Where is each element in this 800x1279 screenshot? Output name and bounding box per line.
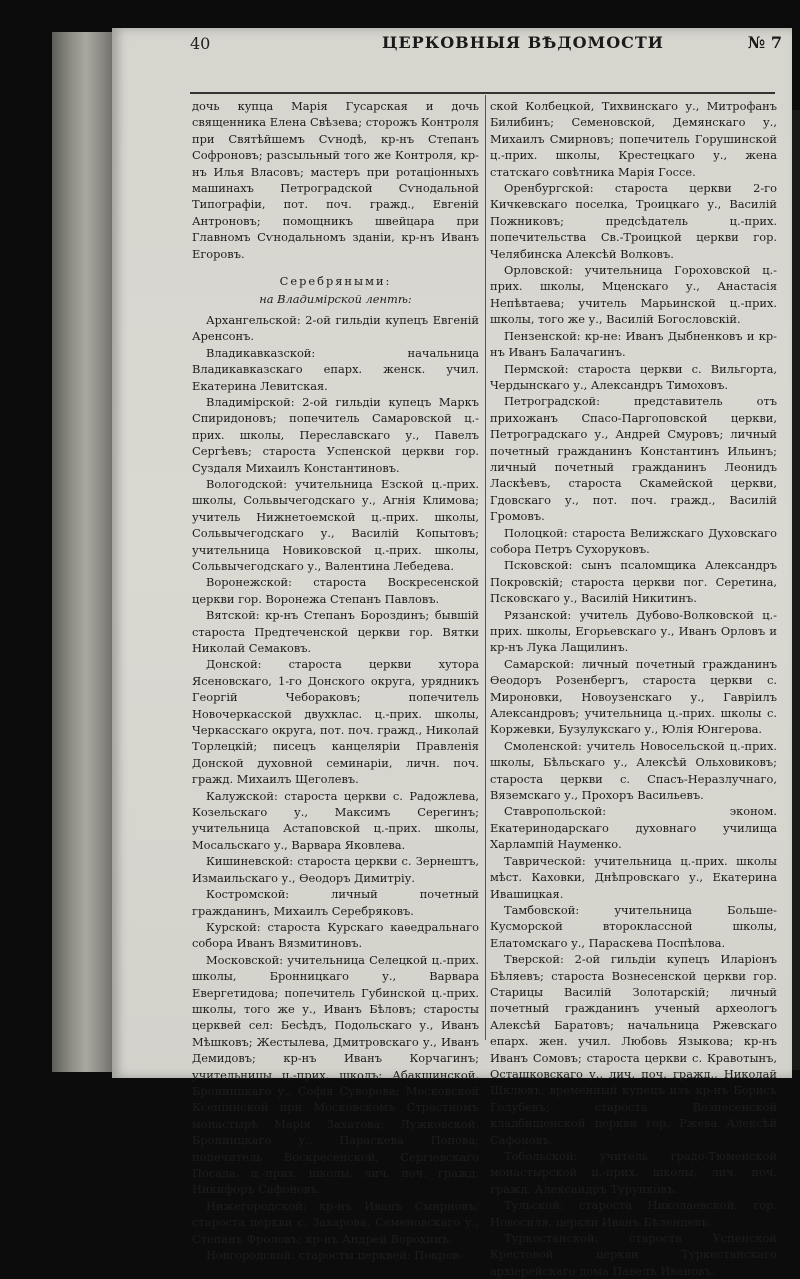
paragraph: Пензенской: кр-не: Иванъ Дыбненковъ и кр-нъ Иванъ Балачагинъ. — [490, 328, 777, 360]
paragraph: Оренбургской: староста церкви 2-го Кичкевскаго поселка, Троицкаго у., Василій Пожниковъ; предсѣдатель ц.-прих. попечительства Св.-Троицкой церкви гор. Челябинска Алексѣй Волковъ. — [490, 181, 777, 261]
paragraph: Московской: учительница Селецкой ц.-прих. школы, Бронницкаго у., Варвара Евергетидова; попечитель Губинской ц.-прих. школы, того же у., Иванъ Бѣловъ; старосты церквей сел: Бесѣдъ, Подольскаго у., Иванъ Мѣшковъ; Жестылева, Дмитровскаго у., Иванъ Демидовъ; кр-нъ Иванъ Корчагинъ; учительницы ц.-прих. школъ: Абакшинской, Бронницкаго у., Софія Суворова; Московской Ксеніинской при Московскомъ Страстномъ монастырѣ Марія Захатова; Лужковской, Бронницкаго у., Параскева Попова; попечитель Воскресенской, Сергіевскаго Посада, ц.-прих. школы, лич. поч. гражд. Никифоръ Сафоновъ. — [192, 952, 479, 1197]
paragraph: Курской: староста Курскаго каѳедральнаго собора Иванъ Вязмитиновъ. — [192, 919, 479, 951]
paragraph: ской Колбецкой, Тихвинскаго у., Митрофанъ Билибинъ; Семеновской, Демянскаго у., Михаилъ Смирновъ; попечитель Горушинской ц.-прих. школы, Крестецкаго у., жена статскаго совѣтника Марія Госсе. — [490, 99, 777, 179]
paragraph: Рязанской: учитель Дубово-Волковской ц.-прих. школы, Егорьевскаго у., Иванъ Орловъ и кр-нъ Лука Лащилинъ. — [490, 607, 777, 655]
paragraph: Донской: староста церкви хутора Ясеновскаго, 1-го Донского округа, урядникъ Георгій Чебораковъ; попечитель Новочеркасской двухклас. ц.-прих. школы, Черкасскаго округа, пот. поч. гражд., Николай Торлецкій; писецъ канцеляріи Правленія Донской духовной семинаріи, личн. поч. гражд. Михаилъ Щеголевъ. — [192, 657, 479, 787]
paragraph: Владикавказской: начальница Владикавказскаго епарх. женск. учил. Екатерина Левитская. — [192, 345, 479, 393]
paragraph: Кишиневской: староста церкви с. Зернештъ, Измаильскаго у., Ѳеодоръ Димитріу. — [192, 854, 479, 885]
paragraph: Новгородской: старосты церквей: Покров- — [206, 1248, 463, 1263]
paragraph: Тверской: 2-ой гильдіи купецъ Иларіонъ Бѣляевъ; староста Вознесенской церкви гор. Старицы Василій Золотарскій; личный почетный гражданинъ ученый археологъ Алексѣй Баратовъ; начальница Ржевскаго епарх. жен. учил. Любовь Языкова; кр-нъ Иванъ Сомовъ; староста церкви с. Кравотынъ, Осташковскаго у., лич. поч. гражд., Николай Шклювъ; временный купецъ изъ кр-нъ Борисъ Голубевъ; староста Вознесенской кладбищенской церкви гор. Ржева Алексѣй Сафоновъ. — [490, 952, 777, 1147]
right-column — [490, 98, 777, 1279]
paragraph: Костромской: личный почетный гражданинъ, Михаилъ Серебряковъ. — [192, 887, 479, 918]
paragraph: Самарской: личный почетный гражданинъ Ѳеодоръ Розенбергъ, староста церкви с. Мироновки, Новоузенскаго у., Гавріилъ Александровъ; учительница ц.-прих. школы с. Коржевки, Бузулукскаго у., Юлія Юнгерова. — [490, 656, 777, 737]
paragraph: Псковской: сынъ псаломщика Александръ Покровскій; староста церкви пог. Серетина, Псковскаго у., Василій Никитинъ. — [490, 558, 777, 606]
issue-number: № 7 — [747, 33, 782, 52]
paragraph: Ставропольской: эконом. Екатеринодарскаго духовнаго училища Харлампій Науменко. — [490, 804, 777, 852]
paragraph: Архангельской: 2-ой гильдіи купецъ Евгеній Аренсонъ. — [192, 312, 479, 344]
paragraph: Полоцкой: староста Велижскаго Духовскаго собора Петръ Сухоруковъ. — [490, 525, 777, 556]
paragraph: Тобольской: учитель градо-Тюменской монастырской ц.-прих. школы, лич. поч. гражд. Александръ Турунковъ. — [490, 1149, 777, 1196]
header-rule — [190, 92, 775, 94]
paragraph: Пермской: староста церкви с. Вильгорта, Чердынскаго у., Александръ Тимоховъ. — [490, 361, 777, 392]
page-header — [112, 30, 782, 58]
book-spine — [52, 32, 114, 1072]
page-number: 40 — [190, 34, 211, 53]
paragraph: Воронежской: староста Воскресенской церкви гор. Воронежа Степанъ Павловъ. — [192, 575, 479, 606]
paragraph: Смоленской: учитель Новосельской ц.-прих. школы, Бѣльскаго у., Алексѣй Ольховиковъ; староста церкви с. Спасъ-Неразлучнаго, Вяземскаго у., Прохоръ Васильевъ. — [490, 738, 777, 803]
column-divider — [485, 95, 486, 1040]
paragraph: Вятской: кр-нъ Степанъ Бороздинъ; бывшій староста Предтеченской церкви гор. Вятки Николай Семаковъ. — [192, 608, 479, 655]
section-heading: Серебряными: — [279, 274, 392, 289]
paragraph: Таврической: учительница ц.-прих. школы мѣст. Каховки, Днѣпровскаго у., Екатерина Ивашицкая. — [490, 853, 777, 901]
paragraph: Петроградской: представитель отъ прихожанъ Спасо-Паргоповской церкви, Петроградскаго у., Андрей Смуровъ; личный почетный гражданинъ Константинъ Ильинъ; личный почетный гражданинъ Леонидъ Ласкѣевъ, староста Скамейской церкви, Гдовскаго у., пот. поч. гражд., Василій Громовъ. — [490, 394, 777, 524]
paragraph: Вологодской: учительница Езской ц.-прих. школы, Сольвычегодскаго у., Агнія Климова; учитель Нижнетоемской ц.-прих. школы, Сольвычегодскаго у., Василій Копытовъ; учительница Новиковской ц.-прих. школы, Сольвычегодскаго у., Валентина Лебедева. — [192, 476, 479, 573]
paragraph: дочь купца Марія Гусарская и дочь священника Елена Свѣзева; сторожъ Контроля при Святѣйшемъ Сѵнодѣ, кр-нъ Степанъ Софроновъ; разсыльный того же Контроля, кр-нъ Илья Власовъ; мастеръ при ротаціонныхъ машинахъ Петроградской Сѵнодальной Типографіи, пот. поч. гражд., Евгеній Антроновъ; помощникъ швейцара при Главномъ Сѵнодальномъ зданіи, кр-нъ Иванъ Егоровъ. — [192, 99, 479, 261]
next-page-edge — [792, 110, 800, 1070]
section-subheading: на Владимірской лентѣ: — [259, 292, 412, 307]
paragraph: Тамбовской: учительница Больше-Кусморской второклассной школы, Елатомскаго у., Параскева Поспѣлова. — [490, 902, 777, 950]
journal-title: ЦЕРКОВНЫЯ ВѢДОМОСТИ — [382, 33, 664, 52]
paragraph: Владимірской: 2-ой гильдіи купецъ Маркъ Спиридоновъ; попечитель Самаровской ц.-прих. школы, Переславскаго у., Павелъ Сергѣевъ; староста Успенской церкви гор. Суздаля Михаилъ Константиновъ. — [192, 394, 479, 475]
paragraph: Орловской: учительница Гороховской ц.-прих. школы, Мценскаго у., Анастасія Непѣвтаева; учитель Марьинской ц.-прих. школы, того же у., Василій Богословскій. — [490, 263, 777, 327]
paragraph: Тульской: староста Николаевской, гор. Новосиля, церкви Иванъ Бѣленцевъ. — [490, 1198, 777, 1229]
paragraph: Нижегородской: кр-нъ Иванъ Смирновъ; староста церкви с. Захарова, Семеновскаго у., Степанъ Фроловъ; кр-нъ Андрей Ворохинъ. — [192, 1198, 479, 1246]
paragraph: Туркестанской: староста Успенской Крестовой церкви Туркестанскаго архіерейскаго дома Павелъ Ивановъ. — [490, 1231, 777, 1278]
paragraph: Калужской: староста церкви с. Радожлева, Козельскаго у., Максимъ Серегинъ; учительница Астаповской ц.-прих. школы, Мосальскаго у., Варвара Яковлева. — [192, 788, 479, 852]
left-column — [192, 98, 479, 1263]
